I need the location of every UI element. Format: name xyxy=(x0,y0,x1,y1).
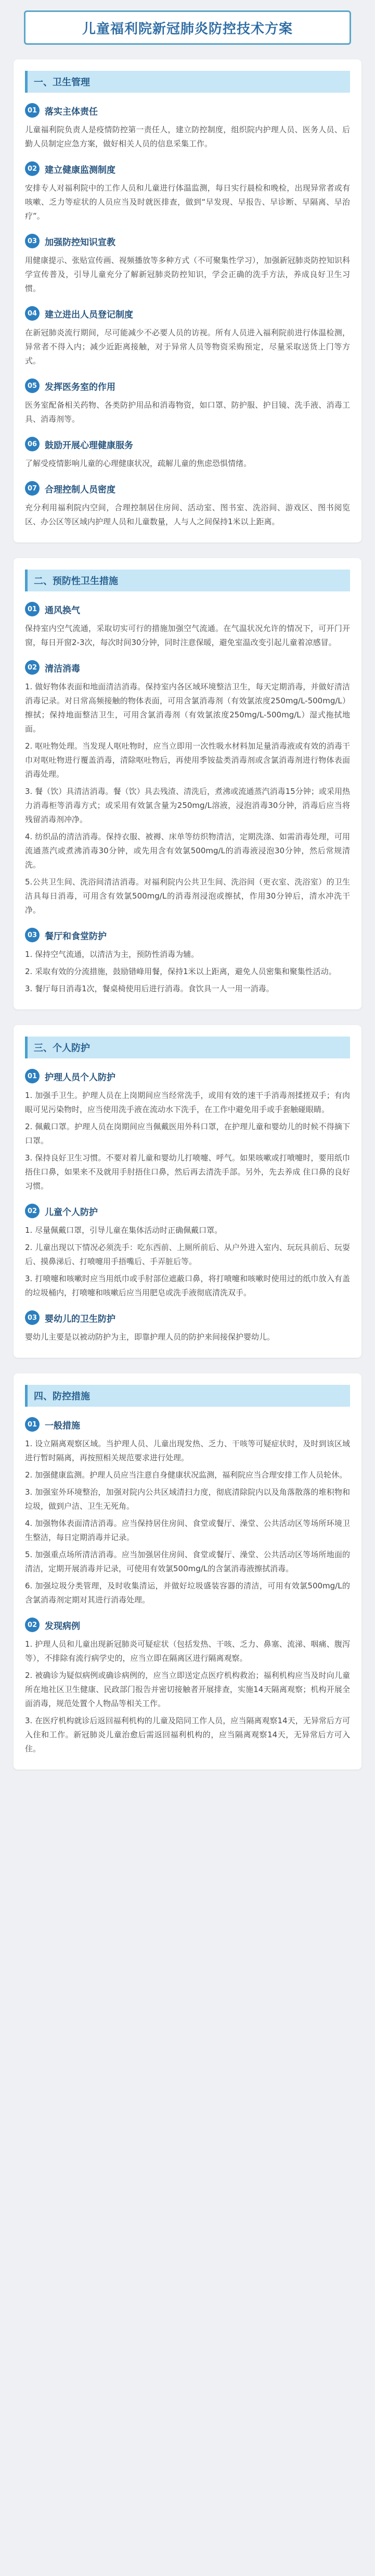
content-item xyxy=(25,602,350,650)
content-item xyxy=(25,103,350,151)
content-item xyxy=(25,1204,350,1300)
item-header xyxy=(25,306,350,321)
item-paragraph: 2. 呕吐物处理。当发现人呕吐物时，应当立即用一次性吸水材料加足量消毒液或有效的消毒干巾对呕吐物进行覆盖消毒，清除呕吐物后，再使用季铵盐类消毒剂或含氯消毒剂进行物体表面消毒处理。 xyxy=(25,741,350,779)
item-header xyxy=(25,161,350,176)
item-paragraph: 3. 在医疗机构就诊后返回福利机构的儿童及陪同工作人员，应当隔离观察14天，无异常后方可入住和工作。新冠肺炎儿童治愈后需返回福利机构的，应当隔离观察14天，无异常后方可入住。 xyxy=(25,1716,350,1753)
item-paragraph: 1. 护理人员和儿童出现新冠肺炎可疑症状（包括发热、干咳、乏力、鼻塞、流涕、咽痛、腹泻等），不排除有流行病学史的，应当立即在隔离区进行隔离观察。 xyxy=(25,1639,350,1663)
item-title: 一般措施 xyxy=(45,1420,80,1431)
item-header xyxy=(25,1310,350,1325)
item-number-badge: 03 xyxy=(25,1310,40,1325)
item-title: 建立进出人员登记制度 xyxy=(45,309,133,320)
item-paragraph: 5. 加强重点场所清洁消毒。应当加强居住房间、食堂或餐厅、澡堂、公共活动区等场所地面的清洁，定期开展消毒并记录，可使用有效氯500mg/L的含氯消毒液擦拭消毒。 xyxy=(25,1550,350,1573)
item-paragraph: 4. 纺织品的清洁消毒。保持衣服、被褥、床单等纺织物清洁，定期洗涤、如需消毒处理，可用流通蒸汽或煮沸消毒30分钟，或先用含有效氯500mg/L的消毒液浸泡30分钟，然后常规清洗。 xyxy=(25,832,350,869)
page-title-banner xyxy=(24,10,351,45)
item-title: 建立健康监测制度 xyxy=(45,165,115,175)
item-title: 通风换气 xyxy=(45,605,80,616)
content-item xyxy=(25,1417,350,1607)
item-paragraph: 安排专人对福利院中的工作人员和儿童进行体温监测，每日实行晨检和晚检，出现异常者或有咳嗽、乏力等症状的人员应当及时就医排查，做到“早发现、早报告、早诊断、早隔离、早治疗”。 xyxy=(25,183,350,221)
item-header xyxy=(25,1417,350,1432)
item-paragraph: 3. 餐厅每日消毒1次，餐桌椅使用后进行消毒。食饮具一人一用一消毒。 xyxy=(25,984,274,993)
section-heading: 二、预防性卫生措施 xyxy=(25,570,350,591)
item-header xyxy=(25,481,350,496)
item-paragraph: 5.公共卫生间、洗浴间清洁消毒。对福利院内公共卫生间、洗浴间（更衣室、洗浴室）的卫生洁具每日消毒，可用含有效氯500mg/L的消毒剂浸泡或擦拭，作用30分钟后，清水冲洗干净。 xyxy=(25,877,350,915)
item-paragraph: 了解受疫情影响儿童的心理健康状况，疏解儿童的焦虑恐惧情绪。 xyxy=(25,459,252,468)
section-card xyxy=(14,558,361,1009)
item-paragraph: 2. 儿童出现以下情况必须洗手：吃东西前、上厕所前后、从户外进入室内、玩玩具前后、玩耍后、摸鼻涕后、打喷嚏用手捂嘴后、手弄脏后等。 xyxy=(25,1243,350,1266)
item-title: 清洁消毒 xyxy=(45,663,80,674)
item-paragraph: 婴幼儿主要是以被动防护为主，即靠护理人员的防护来间接保护婴幼儿。 xyxy=(25,1332,275,1342)
item-paragraph: 在新冠肺炎流行期间，尽可能减少不必要人员的访视。所有人员进入福利院前进行体温检测，异常者不得入内；减少近距离接触，对于异常人员等物资采购预定，尽量采取送货上门等方式。 xyxy=(25,328,350,365)
section-card xyxy=(14,1373,361,1770)
section-heading: 四、防控措施 xyxy=(25,1385,350,1407)
content-item xyxy=(25,660,350,917)
page-title: 儿童福利院新冠肺炎防控技术方案 xyxy=(82,21,293,37)
item-title: 发现病例 xyxy=(45,1621,80,1632)
section-heading: 三、个人防护 xyxy=(25,1037,350,1058)
item-header xyxy=(25,234,350,248)
item-paragraph: 2. 被确诊为疑似病例或确诊病例的，应当立即送定点医疗机构救治；福利机构应当及时向儿童所在地社区卫生健康、民政部门报告并密切接触者开展排查，实施14天隔离观察；机构开展全面消毒，规范处置个人物品等相关工作。 xyxy=(25,1671,350,1708)
content-item xyxy=(25,481,350,529)
item-paragraph: 充分利用福利院内空间，合理控制居住房间、活动室、图书室、洗浴间、游戏区、图书阅览区、办公区等区域内护理人员和儿童数量，人与人之间保持1米以上距离。 xyxy=(25,503,350,526)
item-number-badge: 01 xyxy=(25,103,40,118)
item-paragraph: 2. 佩戴口罩。护理人员在岗期间应当佩戴医用外科口罩，在护理儿童和婴幼儿的时候不得摘下口罩。 xyxy=(25,1122,350,1145)
item-paragraph: 3. 餐（饮）具清洁消毒。餐（饮）具去残渣、清洗后，煮沸或流通蒸汽消毒15分钟；或采用热力消毒柜等消毒方式；或采用有效氯含量为250mg/L溶液，浸泡消毒30分钟，消毒后应当将残留消毒剂冲净。 xyxy=(25,787,350,824)
content-item xyxy=(25,161,350,223)
sections-container xyxy=(14,59,361,1770)
item-number-badge: 02 xyxy=(25,161,40,176)
item-header xyxy=(25,660,350,675)
content-item xyxy=(25,1069,350,1193)
item-number-badge: 02 xyxy=(25,1618,40,1632)
item-number-badge: 01 xyxy=(25,1417,40,1432)
item-number-badge: 01 xyxy=(25,1069,40,1083)
item-paragraph: 3. 保持良好卫生习惯。不要对着儿童和婴幼儿打喷嚏、呼气。如果咳嗽或打喷嚏时，要用纸巾捂住口鼻，如果来不及就用手肘捂住口鼻，然后再去清洗手部。另外，先去养成 住口鼻的良好习惯。 xyxy=(25,1153,350,1191)
item-title: 鼓励开展心理健康服务 xyxy=(45,440,133,451)
item-header xyxy=(25,1618,350,1632)
item-number-badge: 06 xyxy=(25,437,40,451)
item-number-badge: 02 xyxy=(25,1204,40,1218)
item-number-badge: 07 xyxy=(25,481,40,496)
content-item xyxy=(25,928,350,996)
item-header xyxy=(25,602,350,616)
item-paragraph: 用健康提示、张贴宣传画、视频播放等多种方式（不可聚集性学习），加强新冠肺炎防控知识科学宣传普及，引导儿童充分了解新冠肺炎防控知识，学会正确的洗手方法，养成良好卫生习惯。 xyxy=(25,256,350,293)
item-number-badge: 03 xyxy=(25,234,40,248)
item-header xyxy=(25,1204,350,1218)
item-number-badge: 04 xyxy=(25,306,40,321)
item-paragraph: 1. 尽量佩戴口罩，引导儿童在集体活动时正确佩戴口罩。 xyxy=(25,1226,223,1235)
item-paragraph: 3. 加强室外环境整治，加强对院内公共区域清扫力度，彻底清除院内以及角落散落的堆积物和垃圾，做到户洁、卫生无死角。 xyxy=(25,1487,350,1511)
item-header xyxy=(25,378,350,393)
item-title: 发挥医务室的作用 xyxy=(45,382,115,393)
item-paragraph: 1. 保持空气流通，以清洁为主，预防性消毒为辅。 xyxy=(25,950,199,959)
content-item xyxy=(25,1618,350,1756)
item-header xyxy=(25,103,350,118)
section-heading: 一、卫生管理 xyxy=(25,71,350,93)
item-paragraph: 1. 做好物体表面和地面清洁消毒。保持室内各区域环境整洁卫生，每天定期消毒，并做好清洁消毒记录。对日常高频接触的物体表面，可用含氯消毒剂（有效氯浓度250mg/L-500mg/L）擦拭；保持地面整洁卫生，可用含氯消毒剂（有效氯浓度250mg/L-500mg/L）湿式拖拭地面。 xyxy=(25,682,350,734)
section-card xyxy=(14,1025,361,1358)
item-paragraph: 保持室内空气流通，采取切实可行的措施加强空气流通。在气温状况允许的情况下，可开门开窗，每日开窗2-3次，每次时间30分钟，同时注意保暖，避免室温改变引起儿童着凉感冒。 xyxy=(25,624,350,647)
content-item xyxy=(25,437,350,471)
item-header xyxy=(25,928,350,942)
item-paragraph: 2. 加强健康监测。护理人员应当注意自身健康状况监测，福利院应当合理安排工作人员轮休。 xyxy=(25,1470,347,1480)
item-header xyxy=(25,1069,350,1083)
item-title: 婴幼儿的卫生防护 xyxy=(45,1314,115,1324)
item-paragraph: 1. 设立隔离观察区域。当护理人员、儿童出现发热、乏力、干咳等可疑症状时，及时到该区域进行暂时隔离，再按照相关规范要求进行处理。 xyxy=(25,1439,350,1462)
content-item xyxy=(25,378,350,426)
item-number-badge: 01 xyxy=(25,602,40,616)
item-number-badge: 03 xyxy=(25,928,40,942)
item-title: 儿童个人防护 xyxy=(45,1207,98,1218)
item-title: 餐厅和食堂防护 xyxy=(45,931,107,942)
content-item xyxy=(25,1310,350,1344)
item-header xyxy=(25,437,350,451)
item-title: 加强防控知识宣教 xyxy=(45,237,115,248)
content-item xyxy=(25,306,350,368)
item-paragraph: 6. 加强垃圾分类管理，及时收集清运，并做好垃圾盛装容器的清洁，可用有效氯500mg/L的含氯消毒剂定期对其进行消毒处理。 xyxy=(25,1581,350,1605)
item-title: 护理人员个人防护 xyxy=(45,1072,115,1083)
item-number-badge: 05 xyxy=(25,378,40,393)
item-title: 落实主体责任 xyxy=(45,106,98,117)
item-paragraph: 2. 采取有效的分流措施，鼓励错峰用餐，保持1米以上距离，避免人员密集和聚集性活动。 xyxy=(25,967,337,976)
item-paragraph: 4. 加强物体表面清洁消毒。应当保持居住房间、食堂或餐厅、澡堂、公共活动区等场所环境卫生整洁，每日定期消毒并记录。 xyxy=(25,1519,350,1542)
content-item xyxy=(25,234,350,296)
item-number-badge: 02 xyxy=(25,660,40,675)
item-paragraph: 3. 打喷嚏和咳嗽时应当用纸巾或手肘部位遮蔽口鼻，将打喷嚏和咳嗽时使用过的纸巾放入有盖的垃圾桶内，打喷嚏和咳嗽后应当用肥皂或洗手液彻底清洗双手。 xyxy=(25,1274,350,1297)
item-title: 合理控制人员密度 xyxy=(45,484,115,495)
item-paragraph: 儿童福利院负责人是疫情防控第一责任人，建立防控制度，组织院内护理人员、医务人员、后勤人员制定应急方案，做好相关人员的信息采集工作。 xyxy=(25,125,350,148)
item-paragraph: 1. 加强手卫生。护理人员在上岗期间应当经常洗手，或用有效的速干手消毒剂揉搓双手；有肉眼可见污染物时，应当使用洗手液在流动水下洗手，在工作中避免用手或手套触碰眼睛。 xyxy=(25,1091,350,1114)
item-paragraph: 医务室配备相关药物、各类防护用品和消毒物资，如口罩、防护服、护目镜、洗手液、消毒工具、消毒剂等。 xyxy=(25,400,350,424)
section-card xyxy=(14,59,361,542)
